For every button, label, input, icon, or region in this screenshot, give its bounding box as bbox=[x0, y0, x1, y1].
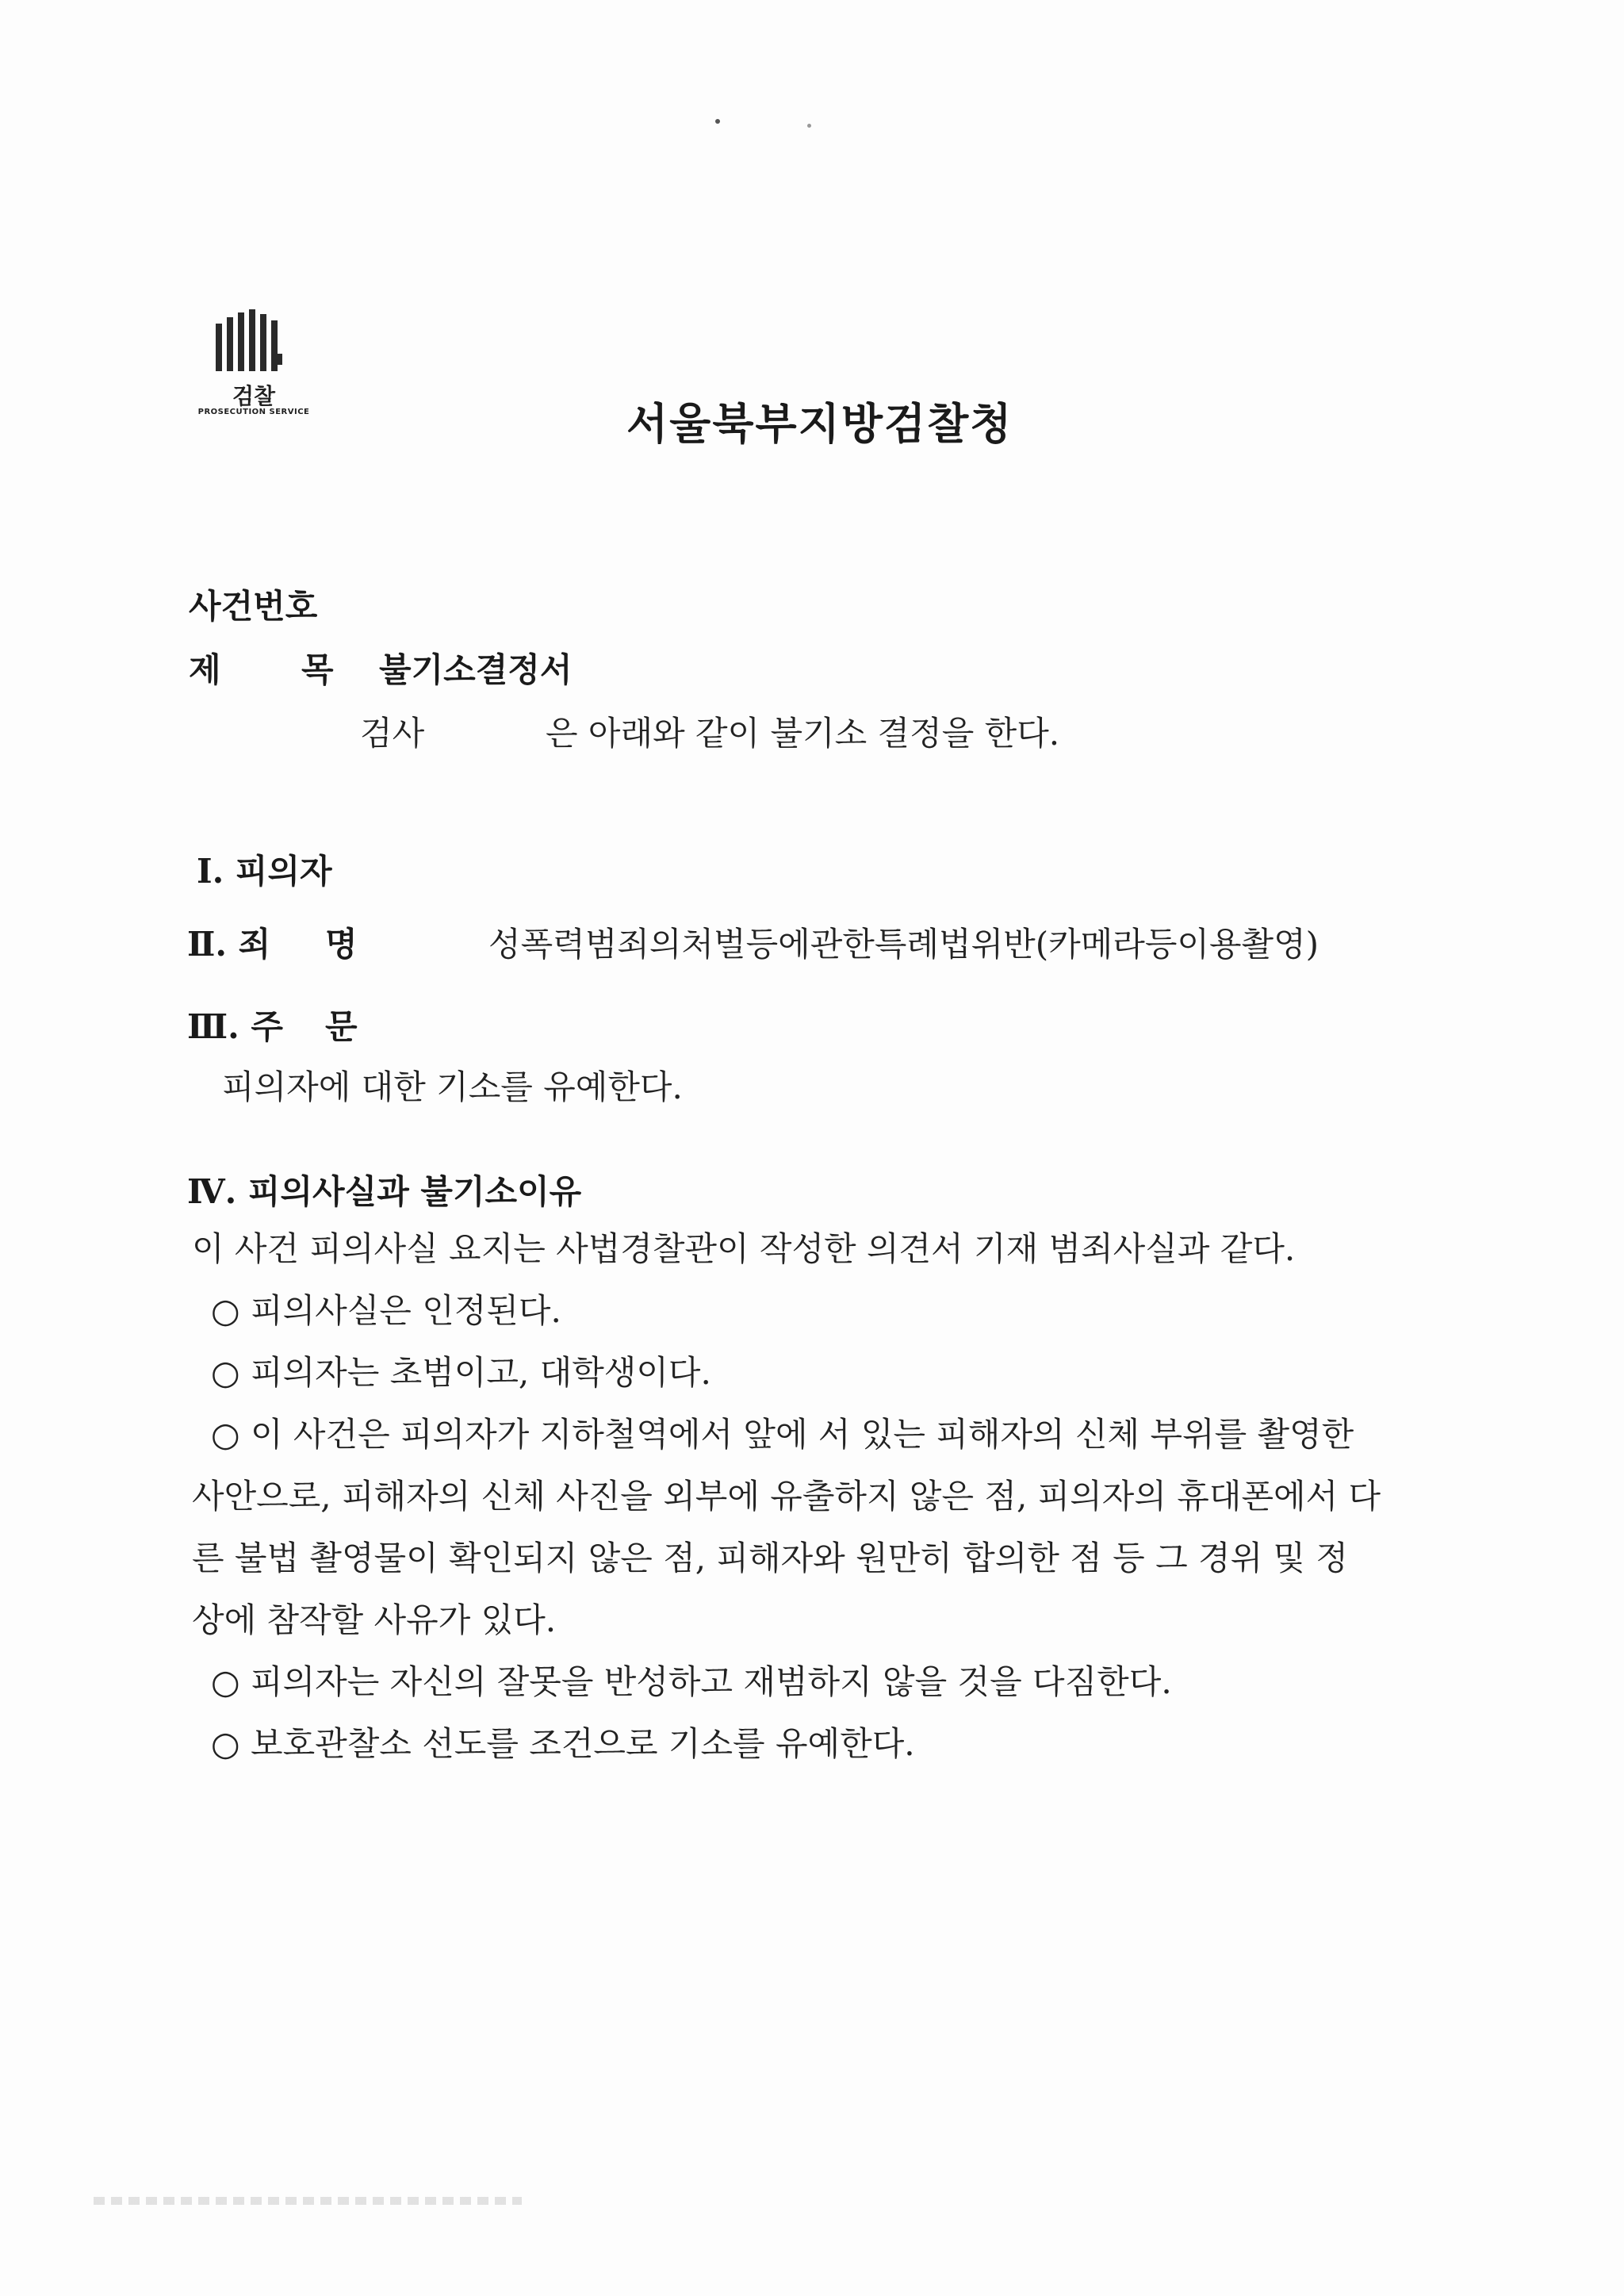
logo-korean-text: 검찰 bbox=[232, 383, 276, 409]
office-title: 서울북부지방검찰청 bbox=[626, 398, 1013, 449]
reason-bullet-3-line-1: ○ 이 사건은 피의자가 지하철역에서 앞에 서 있는 피해자의 신체 부위를 촬영한 bbox=[211, 1415, 1354, 1454]
title-label-char-1: 제 bbox=[189, 650, 221, 689]
reason-bullet-3-line-3: 른 불법 촬영물이 확인되지 않은 점, 피해자와 원만히 합의한 점 등 그 경위 및 정 bbox=[192, 1539, 1348, 1577]
reason-bullet-5: ○ 보호관찰소 선도를 조건으로 기소를 유예한다. bbox=[211, 1724, 915, 1763]
prosecutor-label: 검사 bbox=[360, 714, 425, 753]
section-4-intro: 이 사건 피의사실 요지는 사법경찰관이 작성한 의견서 기재 범죄사실과 같다. bbox=[192, 1229, 1296, 1268]
scan-speck bbox=[807, 124, 811, 128]
prosecution-emblem-icon bbox=[214, 309, 285, 373]
section-4-heading: Ⅳ. 피의사실과 불기소이유 bbox=[187, 1172, 582, 1211]
reason-bullet-2: ○ 피의자는 초범이고, 대학생이다. bbox=[211, 1353, 711, 1392]
reason-bullet-3-line-2: 사안으로, 피해자의 신체 사진을 외부에 유출하지 않은 점, 피의자의 휴대폰에서 다 bbox=[192, 1477, 1381, 1516]
document-title: 불기소결정서 bbox=[379, 650, 573, 689]
case-number-label: 사건번호 bbox=[189, 587, 318, 626]
logo-english-text: PROSECUTION SERVICE bbox=[197, 408, 310, 416]
reason-bullet-4: ○ 피의자는 자신의 잘못을 반성하고 재범하지 않을 것을 다짐한다. bbox=[211, 1662, 1172, 1701]
scan-speck bbox=[715, 119, 720, 124]
decision-sentence: 은 아래와 같이 불기소 결정을 한다. bbox=[546, 714, 1060, 753]
reason-bullet-1: ○ 피의사실은 인정된다. bbox=[211, 1291, 561, 1330]
prosecution-logo bbox=[190, 309, 317, 428]
section-2-heading-tail: 명 bbox=[325, 925, 358, 964]
title-label-char-2: 목 bbox=[301, 650, 334, 689]
charge-name: 성폭력범죄의처벌등에관한특례법위반(카메라등이용촬영) bbox=[488, 925, 1320, 964]
disposition-text: 피의자에 대한 기소를 유예한다. bbox=[222, 1068, 683, 1106]
section-3-heading-tail: 문 bbox=[325, 1007, 358, 1046]
footer-scan-artifact bbox=[94, 2197, 522, 2205]
section-2-heading: Ⅱ. 죄 bbox=[187, 925, 271, 964]
reason-bullet-3-line-4: 상에 참작할 사유가 있다. bbox=[192, 1600, 557, 1639]
section-3-heading: Ⅲ. 주 bbox=[187, 1007, 283, 1046]
section-1-heading: Ⅰ. 피의자 bbox=[197, 852, 332, 891]
